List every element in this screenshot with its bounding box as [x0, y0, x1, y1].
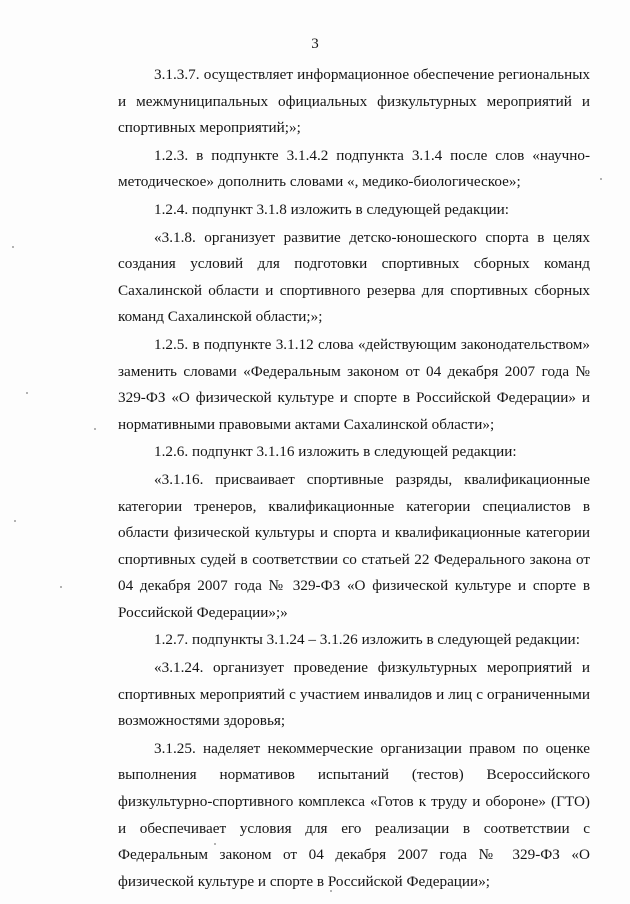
scan-speck — [600, 178, 602, 180]
paragraph-1-2-5: 1.2.5. в подпункте 3.1.12 слова «действующим законодательством» заменить словами «Федеральным законом от 04 декабря 2007 года № 329-ФЗ «О физической культуре и спорте в Российской Федерации» и нормативными правовыми актами Сахалинской области»; — [118, 335, 590, 433]
scan-speck — [26, 392, 28, 394]
scan-speck — [94, 428, 96, 430]
paragraph-1-2-4: 1.2.4. подпункт 3.1.8 изложить в следующей редакции: — [154, 200, 509, 218]
paragraph-1-2-6: 1.2.6. подпункт 3.1.16 изложить в следующей редакции: — [154, 443, 517, 461]
scan-speck — [214, 843, 216, 845]
paragraph-1-2-3: 1.2.3. в подпункте 3.1.4.2 подпункта 3.1.4 после слов «научно-методическое» дополнить словами «, медико-биологическое»; — [118, 146, 590, 191]
scan-speck — [330, 890, 332, 892]
scan-speck — [14, 520, 16, 522]
paragraph-3-1-25: 3.1.25. наделяет некоммерческие организации правом по оценке выполнения нормативов испытаний (тестов) Всероссийского физкультурно-спортивного комплекса «Готов к труду и обороне» (ГТО) и обеспечивает условия для его реализации в соответствии с Федеральным законом от 04 декабря 2007 года № 329-ФЗ «О физической культуре и спорте в Российской Федерации»; — [118, 739, 590, 890]
scan-speck — [60, 586, 62, 588]
paragraph-1-2-7: 1.2.7. подпункты 3.1.24 – 3.1.26 изложить в следующей редакции: — [154, 631, 580, 649]
document-body — [118, 62, 590, 896]
paragraph-3-1-8: «3.1.8. организует развитие детско-юношеского спорта в целях создания условий для подготовки спортивных сборных команд Сахалинской области и спортивного резерва для спортивных сборных команд Сахалинской области;»; — [118, 228, 590, 326]
paragraph-3-1-24: «3.1.24. организует проведение физкультурных мероприятий и спортивных мероприятий с участием инвалидов и лиц с ограниченными возможностями здоровья; — [118, 659, 590, 730]
page-number: 3 — [311, 36, 319, 52]
paragraph-3-1-16: «3.1.16. присваивает спортивные разряды, квалификационные категории тренеров, квалификационные категории специалистов в области физической культуры и спорта и квалификационные категории спортивных судей в соответствии со статьей 22 Федерального закона от 04 декабря 2007 года № 329-ФЗ «О физической культуре и спорте в Российской Федерации»;» — [118, 470, 590, 621]
scan-speck — [12, 246, 14, 248]
paragraph-3-1-3-7: 3.1.3.7. осуществляет информационное обеспечение региональных и межмуниципальных официальных физкультурных мероприятий и спортивных мероприятий;»; — [118, 66, 590, 137]
